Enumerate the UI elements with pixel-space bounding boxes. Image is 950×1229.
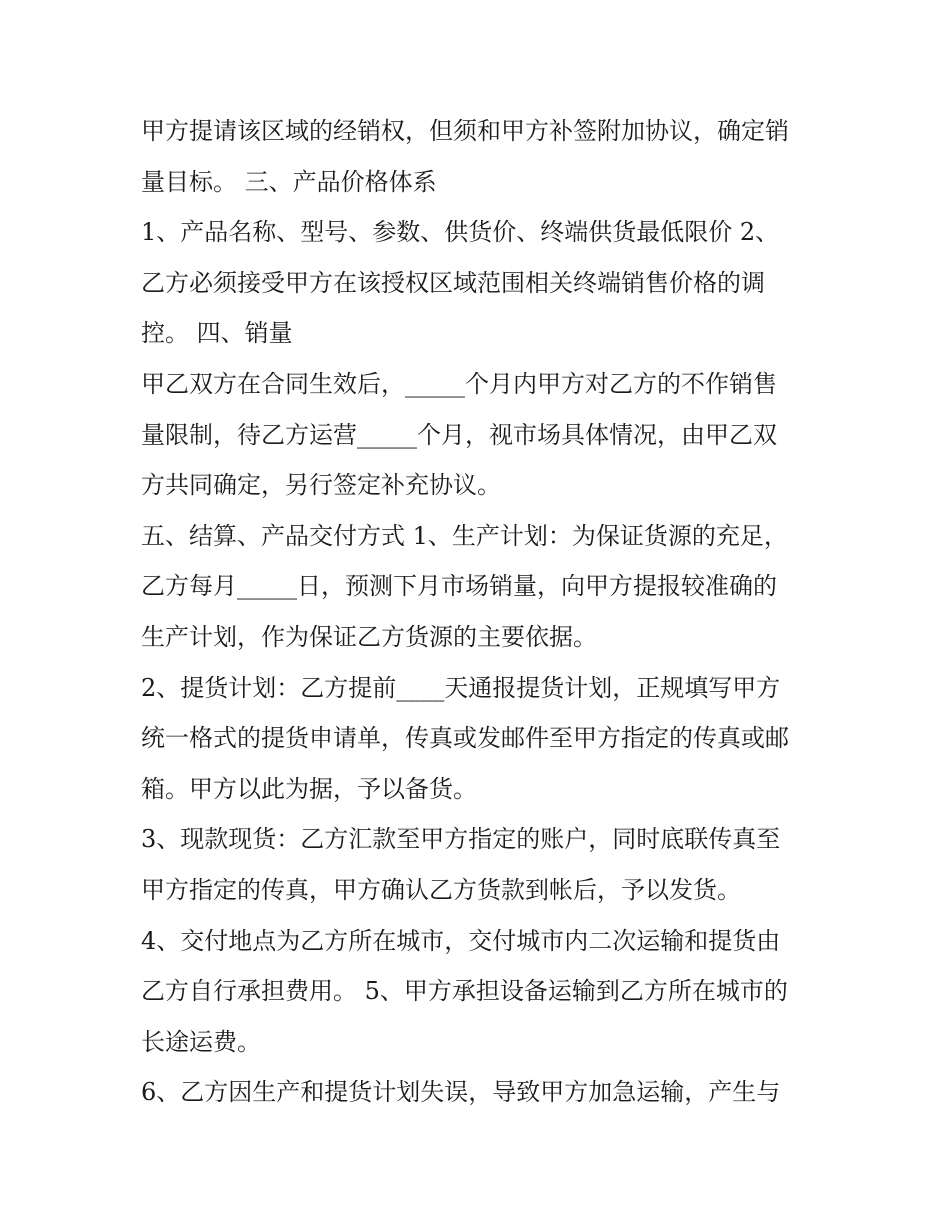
text-line-16: 甲方指定的传真，甲方确认乙方货款到帐后，予以发货。 — [141, 875, 741, 904]
text-line-14: 箱。甲方以此为据，予以备货。 — [141, 774, 477, 803]
text-line-9: 五、结算、产品交付方式 1、生产计划：为保证货源的充足， — [141, 521, 788, 550]
text-line-15: 3、现款现货：乙方汇款至甲方指定的账户，同时底联传真至 — [141, 825, 781, 854]
text-line-10: 乙方每月_____日，预测下月市场销量，向甲方提报较准确的 — [141, 572, 777, 601]
text-line-7: 量限制，待乙方运营_____个月，视市场具体情况，由甲乙双 — [141, 420, 777, 449]
text-line-19: 长途运费。 — [141, 1027, 261, 1056]
text-line-18: 乙方自行承担费用。 5、甲方承担设备运输到乙方所在城市的 — [141, 977, 788, 1006]
text-line-3: 1、产品名称、型号、参数、供货价、终端供货最低限价 2、 — [141, 218, 780, 247]
text-line-12: 2、提货计划：乙方提前____天通报提货计划，正规填写甲方 — [141, 673, 781, 702]
contract-body-text — [141, 106, 821, 1118]
text-line-17: 4、交付地点为乙方所在城市，交付城市内二次运输和提货由 — [141, 926, 781, 955]
text-line-1: 甲方提请该区域的经销权，但须和甲方补签附加协议，确定销 — [141, 117, 789, 145]
text-line-11: 生产计划，作为保证乙方货源的主要依据。 — [141, 622, 597, 651]
text-line-13: 统一格式的提货申请单，传真或发邮件至甲方指定的传真或邮 — [141, 724, 789, 753]
text-line-2: 量目标。 三、产品价格体系 — [141, 167, 437, 196]
text-line-8: 方共同确定，另行签定补充协议。 — [141, 471, 501, 500]
text-line-4: 乙方必须接受甲方在该授权区域范围相关终端销售价格的调 — [141, 268, 765, 297]
text-line-5: 控。 四、销量 — [141, 319, 293, 348]
text-line-6: 甲乙双方在合同生效后，_____个月内甲方对乙方的不作销售 — [141, 369, 777, 398]
text-line-20: 6、乙方因生产和提货计划失误，导致甲方加急运输，产生与 — [141, 1078, 781, 1107]
